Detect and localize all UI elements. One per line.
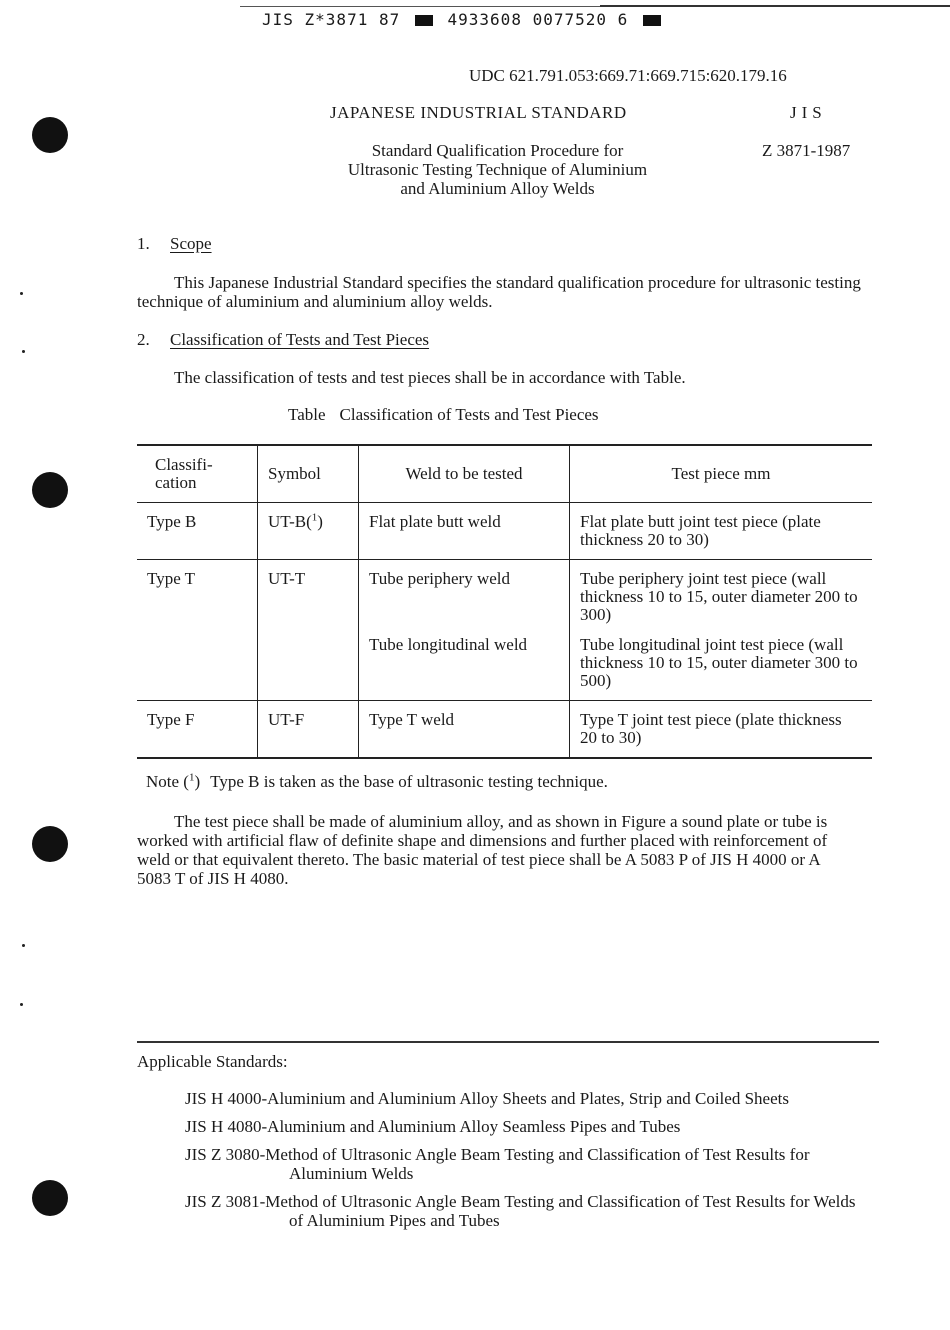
note-label-text: Note (: [146, 772, 189, 791]
subtitle-line: Ultrasonic Testing Technique of Aluminium: [347, 160, 648, 179]
header-code-part1: JIS Z*3871 87: [262, 10, 401, 29]
scope-paragraph: This Japanese Industrial Standard specifies the standard qualification procedure for ultrasonic testing technique of aluminium and aluminium alloy welds.: [137, 273, 861, 311]
standard-number: Z 3871-1987: [762, 141, 851, 160]
table-header-row: [137, 445, 872, 503]
header-classification-line: Classifi-: [155, 455, 213, 474]
header-symbol: Symbol: [258, 445, 359, 503]
footnote-mark: 1: [188, 771, 195, 784]
cell-test-piece: Tube periphery joint test piece (wall thickness 10 to 15, outer diameter 200 to 300): [570, 560, 873, 631]
punch-hole: [32, 826, 68, 862]
list-item: JIS Z 3080-Method of Ultrasonic Angle Beam Testing and Classification of Test Results for Aluminium Welds: [185, 1145, 810, 1183]
applicable-standards-list: [185, 1089, 865, 1239]
document-header-code: [262, 10, 665, 29]
note-label-close: ): [194, 772, 201, 791]
list-item: JIS Z 3081-Method of Ultrasonic Angle Beam Testing and Classification of Test Results for Welds of Aluminium Pipes and Tubes: [185, 1192, 856, 1230]
redaction-block: [643, 15, 661, 26]
udc-number: UDC 621.791.053:669.71:669.715:620.179.16: [469, 66, 787, 85]
section-heading-classification: [137, 330, 429, 350]
cell-classification: Type B: [137, 503, 258, 560]
cell-test-piece: Flat plate butt joint test piece (plate thickness 20 to 30): [570, 503, 873, 560]
scan-speck: [22, 944, 25, 947]
section-number: 2.: [137, 330, 150, 349]
note-label: [146, 772, 200, 791]
scan-speck: [20, 1003, 23, 1006]
cell-classification: Type F: [137, 701, 258, 759]
subtitle-line: Standard Qualification Procedure for: [371, 141, 624, 160]
test-piece-paragraph: The test piece shall be made of aluminium alloy, and as shown in Figure a sound plate or tube is worked with artificial flaw of definite shape and dimensions and further placed with reinforcement of weld or that equivalent thereto. The basic material of test piece shall be A 5083 P of JIS H 4000 or A 5083 T of JIS H 4080.: [137, 812, 828, 888]
table-row: [137, 560, 872, 631]
cell-weld: Tube longitudinal weld: [359, 630, 570, 701]
table-caption-title: Classification of Tests and Test Pieces: [339, 405, 599, 424]
table-caption-label: Table: [288, 405, 326, 424]
divider-rule: [137, 1041, 879, 1043]
classification-paragraph: The classification of tests and test pieces shall be in accordance with Table.: [174, 368, 686, 387]
header-code-part2: 4933608 0077520 6: [447, 10, 629, 29]
standard-title: JAPANESE INDUSTRIAL STANDARD: [330, 103, 627, 122]
top-border-line-thick: [600, 5, 950, 7]
symbol-close: ): [317, 512, 323, 531]
header-classification: [137, 445, 258, 503]
jis-mark: JIS: [790, 103, 827, 122]
cell-symbol: [258, 503, 359, 560]
applicable-standards-title: Applicable Standards:: [137, 1052, 288, 1071]
section-number: 1.: [137, 234, 150, 253]
table-row: [137, 701, 872, 759]
cell-symbol: UT-T: [258, 560, 359, 701]
footnote-mark: 1: [311, 511, 318, 524]
redaction-block: [415, 15, 433, 26]
punch-hole: [32, 1180, 68, 1216]
section-title: Scope: [170, 234, 212, 253]
cell-classification: Type T: [137, 560, 258, 701]
punch-hole: [32, 472, 68, 508]
punch-hole: [32, 117, 68, 153]
cell-weld: Flat plate butt weld: [359, 503, 570, 560]
table-row: [137, 503, 872, 560]
symbol-text: UT-B(: [268, 512, 312, 531]
note-text: Type B is taken as the base of ultrasonic testing technique.: [210, 772, 608, 791]
subtitle-line: and Aluminium Alloy Welds: [400, 179, 595, 198]
section-title: Classification of Tests and Test Pieces: [170, 330, 430, 349]
cell-test-piece: Tube longitudinal joint test piece (wall thickness 10 to 15, outer diameter 300 to 500): [570, 630, 873, 701]
table-note: [146, 772, 608, 792]
section-heading-scope: [137, 234, 212, 254]
cell-weld: Type T weld: [359, 701, 570, 759]
list-item: JIS H 4080-Aluminium and Aluminium Alloy Seamless Pipes and Tubes: [185, 1117, 681, 1136]
scan-speck: [20, 292, 23, 295]
cell-weld: Tube periphery weld: [359, 560, 570, 631]
table-caption: [288, 405, 599, 425]
scan-speck: [22, 350, 25, 353]
header-test-piece: Test piece mm: [570, 445, 873, 503]
cell-test-piece: Type T joint test piece (plate thickness 20 to 30): [570, 701, 873, 759]
header-classification-line: cation: [155, 473, 197, 492]
classification-table: [137, 444, 872, 759]
list-item: JIS H 4000-Aluminium and Aluminium Alloy Sheets and Plates, Strip and Coiled Sheets: [185, 1089, 789, 1108]
header-weld: Weld to be tested: [359, 445, 570, 503]
document-subtitle: [300, 141, 695, 198]
cell-symbol: UT-F: [258, 701, 359, 759]
